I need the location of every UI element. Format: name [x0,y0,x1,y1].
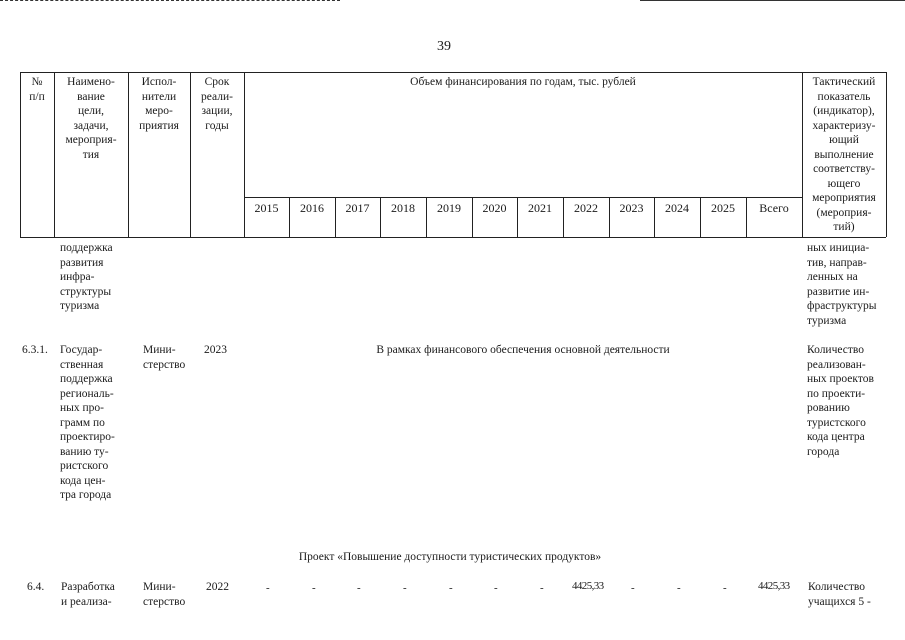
row-631-finance-note: В рамках финансового обеспечения основной деятельности [376,344,670,356]
header-indicator: Тактический показатель (индикатор), характеризу- ющий выполнение соответству- ющего мероприятия (мероприя- тий) [812,76,876,233]
years-top-border [244,197,802,198]
row-64-value-2019: - [449,582,453,594]
row-64-value-2023: - [631,582,635,594]
year-2025: 2025 [711,201,735,215]
header-bottom-border [20,237,886,238]
row-64-value-2025: - [723,582,727,594]
page-number: 39 [437,39,451,54]
row-64-value-2015: - [266,582,270,594]
row-631-executor: Мини- стерство [143,344,186,371]
row-631-number: 6.3.1. [22,344,48,356]
year-2018: 2018 [391,201,415,215]
row-64-value-2024: - [677,582,681,594]
row-64-term: 2022 [206,581,229,593]
year-2019: 2019 [437,201,461,215]
table-top-border [20,72,886,73]
header-term: Срок реали- зации, годы [201,76,233,132]
header-finance: Объем финансирования по годам, тыс. рублей [410,76,636,88]
table-right-border [886,72,887,237]
row-64-value-2022: 4425,33 [572,580,604,592]
row-64-executor: Мини- стерство [143,581,186,608]
row-64-value-2018: - [403,582,407,594]
year-2015: 2015 [254,201,279,215]
project-title: Проект «Повышение доступности туристических продуктов» [298,551,602,563]
row-631-name: Государ- ственная поддержка региональ- ных про- грамм по проектиро- ванию ту- ристского кода цен- тра города [60,344,115,501]
year-2017: 2017 [345,201,370,215]
year-2016: 2016 [300,201,324,215]
row-64-value-2021: - [540,582,544,594]
header-number: № п/п [29,76,45,103]
header-executors: Испол- нители меро- приятия [139,76,179,132]
row-64-value-total: 4425,33 [758,580,790,592]
year-2024: 2024 [665,201,689,215]
row-64-value-2016: - [312,582,316,594]
row-631-indicator: Количество реализован- ных проектов по проекти- рованию туристского кода центра города [807,344,874,458]
year-2021: 2021 [528,201,552,215]
cont-row-name: поддержка развития инфра- структуры туризма [60,242,113,312]
header-name: Наимено- вание цели, задачи, мероприя- тия [65,76,117,161]
year-2020: 2020 [482,201,507,215]
year-total: Всего [759,201,789,215]
cont-row-indicator: ных инициа- тив, направ- ленных на развитие ин- фраструктуры туризма [807,242,877,327]
top-rule-right [640,0,905,1]
row-631-term: 2023 [204,344,227,356]
year-2022: 2022 [574,201,598,215]
row-64-value-2017: - [357,582,361,594]
row-64-value-2020: - [494,582,498,594]
year-2023: 2023 [619,201,644,215]
top-rule-left [0,0,340,2]
row-64-name: Разработка и реализа- [61,581,115,608]
row-64-number: 6.4. [27,581,45,593]
row-64-indicator: Количество учащихся 5 - [808,581,871,608]
